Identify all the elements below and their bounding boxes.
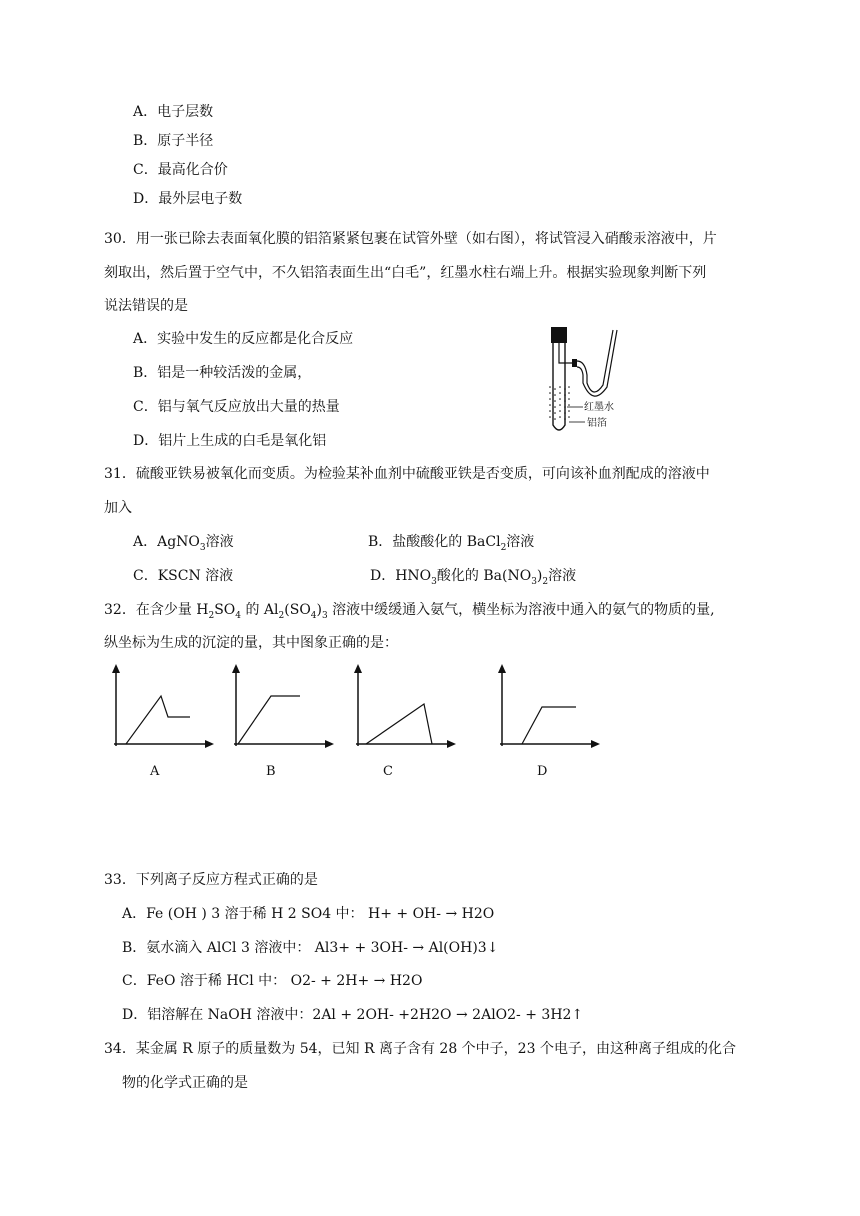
q32-stem-line2: 纵坐标为生成的沉淀的量，其中图象正确的是：: [104, 635, 398, 651]
q33-option-d: D．铝溶解在 NaOH 溶液中：2Al + 2OH- +2H2O → 2AlO2- + 3H2↑: [122, 1007, 584, 1023]
q33-option-c: C．FeO 溶于稀 HCl 中： O2- + 2H+ → H2O: [122, 973, 423, 989]
q30-option-c: C．铝与氧气反应放出大量的热量: [133, 399, 340, 415]
foil-label: 铝箔: [587, 418, 607, 429]
q29-option-c: C．最高化合价: [133, 162, 228, 178]
ink-label: 红墨水: [584, 402, 614, 413]
q34-stem-line2: 物的化学式正确的是: [122, 1075, 248, 1091]
q30-apparatus-figure: [545, 325, 625, 440]
q30-stem-line3: 说法错误的是: [104, 298, 188, 314]
foil-dots: [549, 386, 570, 420]
q30-option-b: B．铝是一种较活泼的金属，: [133, 365, 312, 381]
q31-stem-line1: 31．硫酸亚铁易被氧化而变质。为检验某补血剂中硫酸亚铁是否变质，可向该补血剂配成的溶液中: [104, 466, 710, 482]
q33-option-a: A．Fe (OH ) 3 溶于稀 H 2 SO4 中： H+ + OH- → H2O: [122, 906, 495, 922]
q31-option-b: B．盐酸酸化的 BaCl$_2$溶液: [368, 534, 535, 553]
q31-stem-line2: 加入: [104, 500, 132, 516]
q32-graph-a-label: A: [150, 764, 160, 779]
q32-graph-c: [350, 664, 460, 750]
q30-option-a: A．实验中发生的反应都是化合反应: [133, 331, 354, 347]
q29-option-b: B．原子半径: [133, 133, 214, 149]
q33-option-b: B．氨水滴入 AlCl 3 溶液中： Al3+ + 3OH- → Al(OH)3↓: [122, 940, 499, 956]
q32-stem-line1: 32．在含少量 $H_2SO_4$ 的 $Al_2(SO_4)_3$ 溶液中缓缓通入氨气，横坐标为溶液中通入的氨气的物质的量,: [104, 602, 715, 621]
q32-graph-c-label: C: [383, 764, 393, 779]
stopper: [551, 327, 567, 343]
q29-option-a: A．电子层数: [133, 104, 214, 120]
q31-option-a: A．AgNO$_3$溶液: [133, 534, 234, 553]
q32-graph-b-label: B: [266, 764, 276, 779]
q32-graph-d-label: D: [537, 764, 548, 779]
q33-stem: 33．下列离子反应方程式正确的是: [104, 872, 318, 888]
q32-graph-d: [494, 664, 604, 750]
q31-option-d: D．$HNO_3$酸化的 $Ba(NO_3)_2$溶液: [370, 568, 577, 587]
q32-graph-a: [108, 664, 218, 750]
q30-stem-line1: 30．用一张已除去表面氧化膜的铝箔紧紧包裹在试管外壁（如右图），将试管浸入硝酸汞溶液中，片: [104, 231, 717, 247]
q32-graph-b: [228, 664, 338, 750]
q30-stem-line2: 刻取出，然后置于空气中，不久铝箔表面生出“白毛”，红墨水柱右端上升。根据实验现象判断下列: [104, 265, 707, 281]
q31-option-c: C．KSCN 溶液: [133, 568, 234, 584]
q30-option-d: D．铝片上生成的白毛是氧化铝: [133, 433, 327, 449]
q34-stem-line1: 34．某金属 R 原子的质量数为 54，已知 R 离子含有 28 个中子，23 个电子，由这种离子组成的化合: [104, 1041, 736, 1057]
q29-option-d: D．最外层电子数: [133, 191, 243, 207]
